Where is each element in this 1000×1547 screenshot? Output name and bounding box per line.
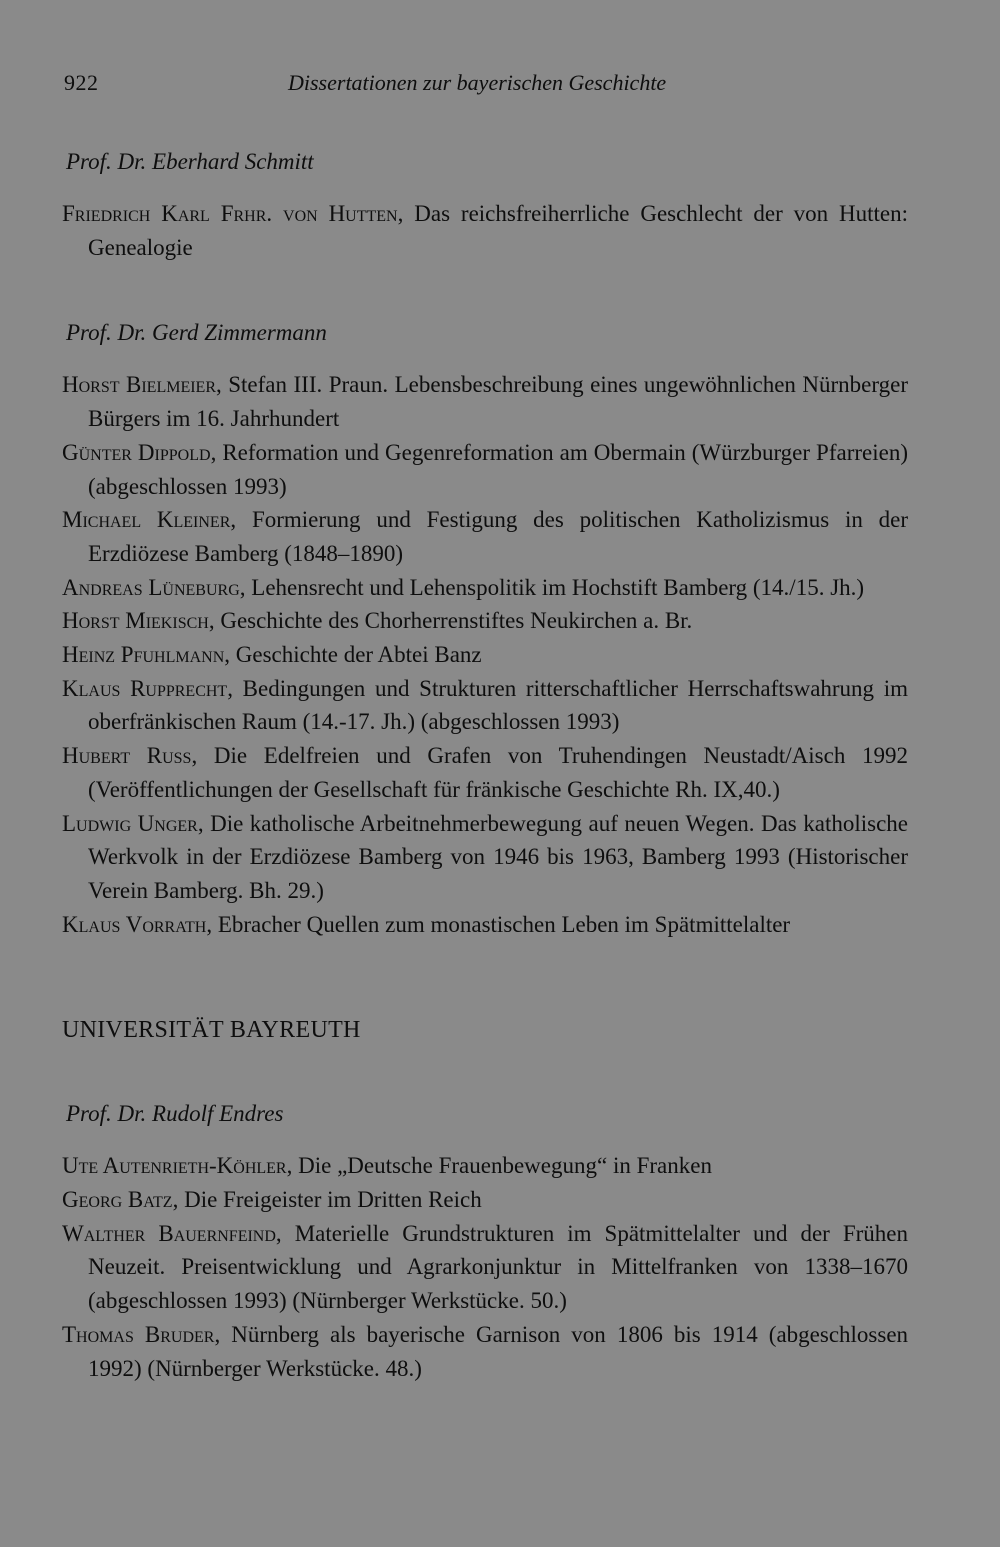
professor-heading: Prof. Dr. Gerd Zimmermann xyxy=(66,320,327,346)
dissertation-entry: Horst Bielmeier, Stefan III. Praun. Lebensbeschreibung eines ungewöhnlichen Nürnberger Bürgers im 16. Jahrhundert xyxy=(62,372,909,432)
dissertation-entry: Georg Batz, Die Freigeister im Dritten Reich xyxy=(62,1187,482,1213)
entry-author: Horst Bielmeier xyxy=(62,372,216,398)
entry-author: Ute Autenrieth-Köhler xyxy=(62,1153,287,1179)
dissertation-entry: Walther Bauernfeind, Materielle Grundstrukturen im Spätmittelalter und der Frühen Neuzeit. Preisentwicklung und Agrarkonjunktur in Mittelfranken von 1338–1670 (abgeschlossen 1993) (Nürnberger Werkstücke. 50.) xyxy=(62,1220,909,1314)
entry-author: Ludwig Unger xyxy=(62,810,198,836)
dissertation-entry: Hubert Russ, Die Edelfreien und Grafen von Truhendingen Neustadt/Aisch 1992 (Veröffentlichungen der Gesellschaft für fränkische Geschichte Rh. IX,40.) xyxy=(62,743,908,802)
entry-title: Die Freigeister im Dritten Reich xyxy=(184,1187,482,1213)
dissertation-entry: Klaus Rupprecht, Bedingungen und Strukturen ritterschaftlicher Herrschaftswahrung im oberfränkischen Raum (14.-17. Jh.) (abgeschlossen 1993) xyxy=(62,675,909,735)
dissertation-entry: Ute Autenrieth-Köhler, Die „Deutsche Frauenbewegung“ in Franken xyxy=(62,1153,712,1179)
entry-title: Reformation und Gegenreformation am Obermain (Würzburger Pfarreien) (abgeschlossen 1993) xyxy=(88,439,908,499)
dissertation-entry: Michael Kleiner, Formierung und Festigung des politischen Katholizismus in der Erzdiözese Bamberg (1848–1890) xyxy=(62,507,909,566)
entry-title: Die Edelfreien und Grafen von Truhendingen Neustadt/Aisch 1992 (Veröffentlichungen der Gesellschaft für fränkische Geschichte Rh. IX,40.) xyxy=(88,743,908,802)
entry-title: Nürnberg als bayerische Garnison von 1806 bis 1914 (abgeschlossen 1992) (Nürnberger Werkstücke. 48.) xyxy=(88,1321,909,1381)
dissertation-entry: Günter Dippold, Reformation und Gegenreformation am Obermain (Würzburger Pfarreien) (abgeschlossen 1993) xyxy=(62,439,908,499)
entry-title: Stefan III. Praun. Lebensbeschreibung eines ungewöhnlichen Nürnberger Bürgers im 16. Jahrhundert xyxy=(88,372,909,432)
running-title: Dissertationen zur bayerischen Geschichte xyxy=(288,70,667,95)
page-content xyxy=(62,145,908,1385)
entry-author: Thomas Bruder xyxy=(62,1321,215,1347)
dissertation-entry: Andreas Lüneburg, Lehensrecht und Lehenspolitik im Hochstift Bamberg (14./15. Jh.) xyxy=(62,574,865,600)
dissertation-entry: Klaus Vorrath, Ebracher Quellen zum monastischen Leben im Spätmittelalter xyxy=(62,911,791,937)
entry-author: Friedrich Karl Frhr. von Hutten xyxy=(62,201,398,226)
entry-title: Geschichte des Chorherrenstiftes Neukirchen a. Br. xyxy=(220,608,693,634)
page-header xyxy=(64,70,906,102)
entry-author: Walther Bauernfeind xyxy=(62,1220,276,1246)
university-heading: UNIVERSITÄT BAYREUTH xyxy=(62,1017,361,1044)
entry-title: Das reichsfreiherrliche Geschlecht der von Hutten: Genealogie xyxy=(88,201,909,260)
entry-title: Die katholische Arbeitnehmerbewegung auf neuen Wegen. Das katholische Werkvolk in der Erzdiözese Bamberg von 1946 bis 1963, Bamberg 1993 (Historischer Verein Bamberg. Bh. 29.) xyxy=(88,810,909,903)
entry-title: Die „Deutsche Frauenbewegung“ in Franken xyxy=(298,1153,712,1179)
entry-author: Günter Dippold xyxy=(62,439,211,465)
entry-author: Klaus Vorrath xyxy=(62,911,207,937)
entry-author: Michael Kleiner xyxy=(62,507,231,533)
entry-author: Horst Miekisch xyxy=(62,608,209,634)
entry-author: Andreas Lüneburg xyxy=(62,574,240,600)
entry-author: Georg Batz xyxy=(62,1187,173,1213)
dissertation-entry: Friedrich Karl Frhr. von Hutten, Das reichsfreiherrliche Geschlecht der von Hutten: Genealogie xyxy=(62,201,909,260)
dissertation-entry: Ludwig Unger, Die katholische Arbeitnehmerbewegung auf neuen Wegen. Das katholische Werkvolk in der Erzdiözese Bamberg von 1946 bis 1963, Bamberg 1993 (Historischer Verein Bamberg. Bh. 29.) xyxy=(62,810,909,903)
dissertation-entry: Thomas Bruder, Nürnberg als bayerische Garnison von 1806 bis 1914 (abgeschlossen 1992) (Nürnberger Werkstücke. 48.) xyxy=(62,1321,909,1381)
entry-title: Materielle Grundstrukturen im Spätmittelalter und der Frühen Neuzeit. Preisentwicklung und Agrarkonjunktur in Mittelfranken von 1338–1670 (abgeschlossen 1993) (Nürnberger Werkstücke. 50.) xyxy=(88,1220,909,1314)
page-number: 922 xyxy=(64,70,99,95)
entry-title: Ebracher Quellen zum monastischen Leben im Spätmittelalter xyxy=(217,911,791,937)
entry-title: Lehensrecht und Lehenspolitik im Hochstift Bamberg (14./15. Jh.) xyxy=(251,574,865,600)
professor-heading: Prof. Dr. Rudolf Endres xyxy=(66,1101,284,1127)
entry-author: Hubert Russ xyxy=(62,743,192,769)
entry-author: Klaus Rupprecht xyxy=(62,675,228,701)
dissertation-entry: Horst Miekisch, Geschichte des Chorherrenstiftes Neukirchen a. Br. xyxy=(62,608,693,634)
dissertation-entry: Heinz Pfuhlmann, Geschichte der Abtei Banz xyxy=(62,642,482,668)
professor-heading: Prof. Dr. Eberhard Schmitt xyxy=(66,149,314,174)
entry-title: Geschichte der Abtei Banz xyxy=(235,642,482,668)
entry-author: Heinz Pfuhlmann xyxy=(62,642,225,668)
entry-title: Formierung und Festigung des politischen Katholizismus in der Erzdiözese Bamberg (1848–1890) xyxy=(88,507,909,566)
entry-title: Bedingungen und Strukturen ritterschaftlicher Herrschaftswahrung im oberfränkischen Raum (14.-17. Jh.) (abgeschlossen 1993) xyxy=(88,675,909,735)
